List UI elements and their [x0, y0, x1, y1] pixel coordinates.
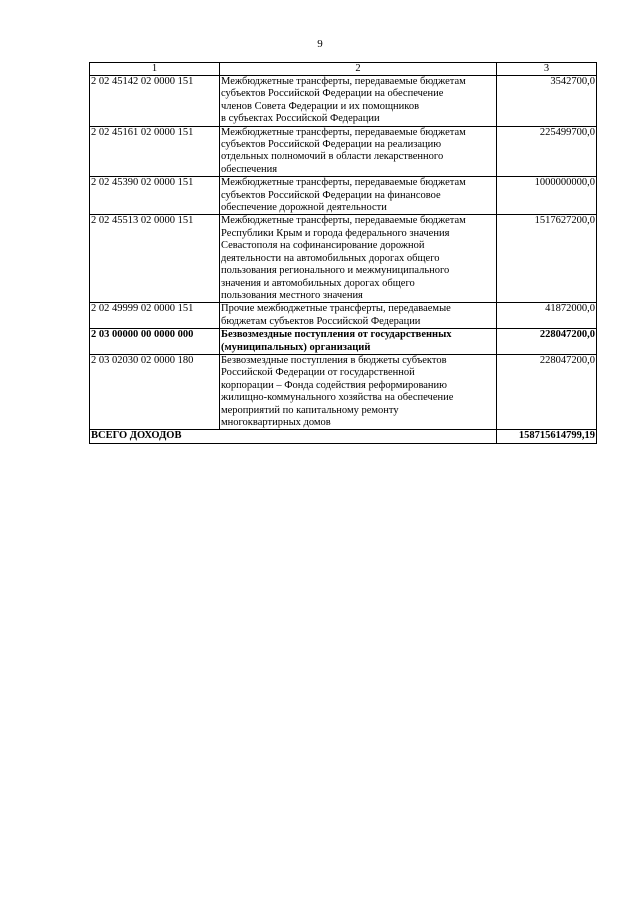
table-row — [90, 177, 597, 215]
description-line: бюджетам субъектов Российской Федерации — [221, 315, 421, 327]
revenue-table — [89, 62, 597, 444]
row-amount: 1517627200,0 — [497, 215, 597, 303]
description-line: Российской Федерации от государственной — [221, 367, 415, 379]
description-line: Безвозмездные поступления от государственных — [221, 329, 452, 341]
description-line: в субъектах Российской Федерации — [221, 113, 380, 125]
description-line: многоквартирных домов — [221, 416, 331, 428]
row-amount: 225499700,0 — [497, 126, 597, 177]
row-description — [220, 215, 497, 303]
description-line: Межбюджетные трансферты, передаваемые бюджетам — [221, 177, 466, 189]
row-code: 2 02 45513 02 0000 151 — [90, 215, 220, 303]
description-line: значения и автомобильных дорогах общего — [221, 277, 415, 289]
row-description — [220, 354, 497, 429]
table-row — [90, 303, 597, 329]
description-line: (муниципальных) организаций — [221, 341, 371, 353]
row-amount: 228047200,0 — [497, 329, 597, 355]
row-description — [220, 126, 497, 177]
row-description — [220, 303, 497, 329]
table-header-row — [90, 63, 597, 76]
description-line: пользования регионального и межмуниципального — [221, 265, 450, 277]
description-line: членов Совета Федерации и их помощников — [221, 100, 420, 112]
description-line: пользования местного значения — [221, 289, 363, 301]
row-amount: 228047200,0 — [497, 354, 597, 429]
row-amount: 41872000,0 — [497, 303, 597, 329]
row-code: 2 03 00000 00 0000 000 — [90, 329, 220, 355]
description-line: деятельности на автомобильных дорогах общего — [221, 252, 440, 264]
description-line: субъектов Российской Федерации на обеспечение — [221, 88, 444, 100]
row-description — [220, 329, 497, 355]
description-line: Безвозмездные поступления в бюджеты субъектов — [221, 354, 447, 366]
description-line: Межбюджетные трансферты, передаваемые бюджетам — [221, 126, 466, 138]
description-line: Межбюджетные трансферты, передаваемые бюджетам — [221, 215, 466, 227]
table-row — [90, 329, 597, 355]
description-line: корпорации – Фонда содействия реформированию — [221, 379, 448, 391]
table-row — [90, 354, 597, 429]
row-description — [220, 76, 497, 127]
description-line: субъектов Российской Федерации на финансовое — [221, 189, 441, 201]
row-code: 2 03 02030 02 0000 180 — [90, 354, 220, 429]
table-row — [90, 76, 597, 127]
row-description — [220, 177, 497, 215]
description-line: жилищно-коммунального хозяйства на обеспечение — [221, 392, 454, 404]
row-code: 2 02 45390 02 0000 151 — [90, 177, 220, 215]
row-code: 2 02 45142 02 0000 151 — [90, 76, 220, 127]
row-code: 2 02 49999 02 0000 151 — [90, 303, 220, 329]
total-amount: 158715614799,19 — [497, 430, 597, 443]
row-amount: 3542700,0 — [497, 76, 597, 127]
description-line: субъектов Российской Федерации на реализацию — [221, 139, 442, 151]
row-amount: 1000000000,0 — [497, 177, 597, 215]
description-line: Республики Крым и города федерального значения — [221, 227, 450, 239]
description-line: Межбюджетные трансферты, передаваемые бюджетам — [221, 76, 466, 87]
column-header-description: 2 — [220, 63, 497, 76]
page-number: 9 — [317, 38, 323, 50]
description-line: обеспечение дорожной деятельности — [221, 202, 387, 214]
description-line: отдельных полномочий в области лекарственного — [221, 151, 444, 163]
table-row — [90, 126, 597, 177]
description-line: Севастополя на софинансирование дорожной — [221, 240, 425, 252]
table-row — [90, 215, 597, 303]
description-line: мероприятий по капитальному ремонту — [221, 404, 399, 416]
total-label: ВСЕГО ДОХОДОВ — [90, 430, 497, 443]
column-header-code: 1 — [90, 63, 220, 76]
column-header-amount: 3 — [497, 63, 597, 76]
row-code: 2 02 45161 02 0000 151 — [90, 126, 220, 177]
description-line: обеспечения — [221, 163, 278, 175]
description-line: Прочие межбюджетные трансферты, передаваемые — [221, 303, 451, 315]
total-row — [90, 430, 597, 443]
